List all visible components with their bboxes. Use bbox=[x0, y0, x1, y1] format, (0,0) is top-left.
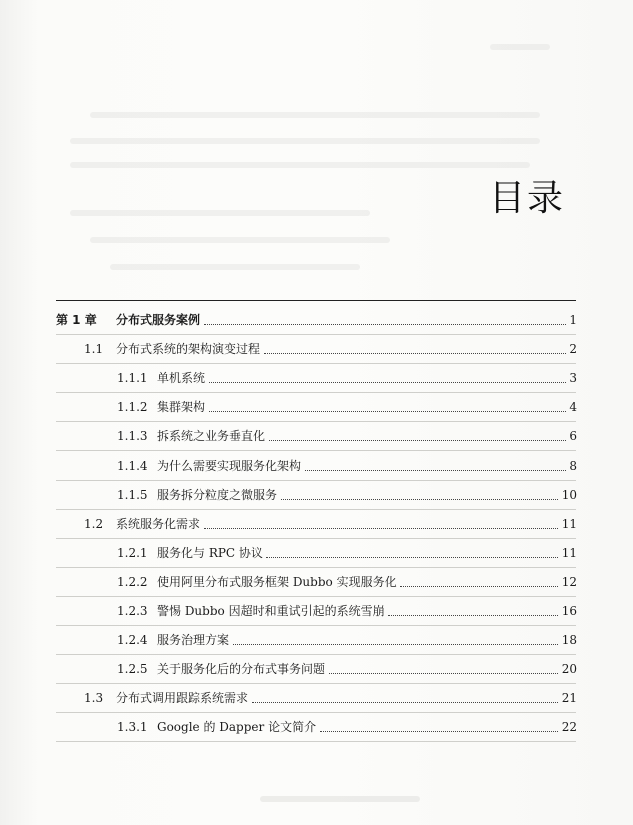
toc-row-separator bbox=[56, 712, 576, 713]
toc-entry-page: 10 bbox=[561, 488, 577, 502]
toc-entry[interactable] bbox=[0, 309, 633, 331]
toc-entry-number: 1.3 bbox=[84, 691, 104, 705]
toc-entry[interactable] bbox=[0, 542, 633, 564]
toc-entry[interactable] bbox=[0, 338, 633, 360]
toc-entry[interactable] bbox=[0, 425, 633, 447]
toc-entry-number: 1.2.3 bbox=[117, 604, 148, 618]
toc-row-separator bbox=[56, 421, 576, 422]
toc-entry[interactable] bbox=[0, 571, 633, 593]
toc-entry[interactable] bbox=[0, 367, 633, 389]
toc-entry-number: 1.1.3 bbox=[117, 429, 148, 443]
page-title: 目录 bbox=[488, 178, 565, 219]
toc-entry[interactable] bbox=[0, 600, 633, 622]
toc-entry[interactable] bbox=[0, 687, 633, 709]
toc-entry-title: 分布式系统的架构演变过程 bbox=[116, 342, 261, 356]
toc-entry-number: 1.2.5 bbox=[117, 662, 148, 676]
toc-leader-dots bbox=[269, 440, 566, 441]
toc-leader-dots bbox=[388, 615, 558, 616]
toc-entry-page: 11 bbox=[561, 517, 577, 531]
toc-entry-number: 1.1.4 bbox=[117, 459, 148, 473]
toc-entry[interactable] bbox=[0, 484, 633, 506]
toc-entry-title: 分布式服务案例 bbox=[116, 313, 201, 327]
toc-entry[interactable] bbox=[0, 455, 633, 477]
toc-entry-page: 2 bbox=[569, 342, 577, 356]
toc-row-separator bbox=[56, 480, 576, 481]
toc-entry-title: 为什么需要实现服务化架构 bbox=[157, 459, 302, 473]
toc-row-separator bbox=[56, 567, 576, 568]
toc-entry-page: 6 bbox=[569, 429, 577, 443]
toc-entry-page: 22 bbox=[561, 720, 577, 734]
toc-leader-dots bbox=[209, 411, 566, 412]
toc-entry-page: 16 bbox=[561, 604, 577, 618]
toc-entry-title: 服务治理方案 bbox=[157, 633, 230, 647]
toc-entry-title: 拆系统之业务垂直化 bbox=[157, 429, 266, 443]
toc-leader-dots bbox=[400, 586, 558, 587]
toc-leader-dots bbox=[204, 324, 566, 325]
toc-row-separator bbox=[56, 741, 576, 742]
toc-leader-dots bbox=[320, 731, 558, 732]
toc-entry-number: 1.1.2 bbox=[117, 400, 148, 414]
toc-entry-page: 8 bbox=[569, 459, 577, 473]
toc-entry-number: 1.1 bbox=[84, 342, 104, 356]
toc-entry-title: Google 的 Dapper 论文简介 bbox=[157, 720, 317, 734]
toc-entry-number: 1.3.1 bbox=[117, 720, 148, 734]
toc-leader-dots bbox=[264, 353, 566, 354]
toc-entry-title: 服务化与 RPC 协议 bbox=[157, 546, 263, 560]
toc-entry[interactable] bbox=[0, 658, 633, 680]
toc-row-separator bbox=[56, 450, 576, 451]
toc-entry-title: 分布式调用跟踪系统需求 bbox=[116, 691, 249, 705]
toc-entry[interactable] bbox=[0, 513, 633, 535]
toc-entry-number: 1.1.5 bbox=[117, 488, 148, 502]
show-through-mark bbox=[260, 796, 420, 802]
toc-row-separator bbox=[56, 363, 576, 364]
toc-row-separator bbox=[56, 683, 576, 684]
toc-entry-title: 警惕 Dubbo 因超时和重试引起的系统雪崩 bbox=[157, 604, 385, 618]
toc-entry-title: 系统服务化需求 bbox=[116, 517, 201, 531]
toc-entry-title: 使用阿里分布式服务框架 Dubbo 实现服务化 bbox=[157, 575, 397, 589]
toc-leader-dots bbox=[204, 528, 558, 529]
toc-row-separator bbox=[56, 392, 576, 393]
toc-leader-dots bbox=[266, 557, 558, 558]
toc-entry-page: 12 bbox=[561, 575, 577, 589]
toc-leader-dots bbox=[281, 499, 558, 500]
toc-row-separator bbox=[56, 509, 576, 510]
toc-entry-title: 集群架构 bbox=[157, 400, 206, 414]
toc-entry-number: 1.2.2 bbox=[117, 575, 148, 589]
toc-row-separator bbox=[56, 334, 576, 335]
toc-leader-dots bbox=[305, 470, 566, 471]
toc-entry-page: 21 bbox=[561, 691, 577, 705]
toc-entry-page: 3 bbox=[569, 371, 577, 385]
toc-entry-page: 1 bbox=[569, 313, 577, 327]
toc-entry[interactable] bbox=[0, 716, 633, 738]
toc-entry-number: 1.1.1 bbox=[117, 371, 148, 385]
toc-row-separator bbox=[56, 538, 576, 539]
toc-entry-number: 第 1 章 bbox=[56, 313, 97, 327]
toc-row-separator bbox=[56, 596, 576, 597]
toc-entry-title: 单机系统 bbox=[157, 371, 206, 385]
toc-entry-page: 20 bbox=[561, 662, 577, 676]
toc-row-separator bbox=[56, 654, 576, 655]
toc-entry-number: 1.2.4 bbox=[117, 633, 148, 647]
toc-entry-title: 关于服务化后的分布式事务问题 bbox=[157, 662, 326, 676]
toc-entry-page: 11 bbox=[561, 546, 577, 560]
toc-entry-number: 1.2.1 bbox=[117, 546, 148, 560]
toc-leader-dots bbox=[329, 673, 558, 674]
toc-entry[interactable] bbox=[0, 629, 633, 651]
toc-leader-dots bbox=[233, 644, 558, 645]
toc-entry[interactable] bbox=[0, 396, 633, 418]
toc-leader-dots bbox=[209, 382, 566, 383]
toc-entry-title: 服务拆分粒度之微服务 bbox=[157, 488, 278, 502]
toc-leader-dots bbox=[252, 702, 558, 703]
toc-entry-page: 18 bbox=[561, 633, 577, 647]
toc-entry-number: 1.2 bbox=[84, 517, 104, 531]
toc-row-separator bbox=[56, 625, 576, 626]
toc-entry-page: 4 bbox=[569, 400, 577, 414]
